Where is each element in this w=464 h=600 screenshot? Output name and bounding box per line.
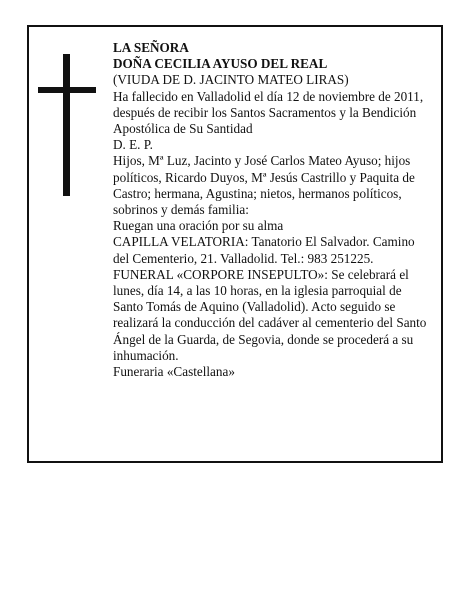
title: LA SEÑORA (113, 40, 189, 55)
funeral-home: Funeraria «Castellana» (113, 364, 235, 380)
funeral-info: FUNERAL «CORPORE INSEPULTO»: Se celebrará el lunes, día 14, a las 10 horas, en la iglesia parroquial de Santo Tomás de Aquino (Valladolid). Acto seguido se realizará la conducción del cadáver al cementerio del Santo Ángel de la Guarda, de Segovia, donde se procederá a su inhumación. (113, 266, 427, 363)
wake-chapel-info: CAPILLA VELATORIA: Tanatorio El Salvador. Camino del Cementerio, 21. Valladolid. Tel.: 983 251225. (113, 234, 415, 266)
cross-horizontal-bar (38, 87, 96, 93)
cross-vertical-bar (63, 54, 70, 196)
prayer-request: Ruegan una oración por su alma (113, 218, 284, 234)
widow-of: (VIUDA DE D. JACINTO MATEO LIRAS) (113, 72, 349, 88)
family-list: Hijos, Mª Luz, Jacinto y José Carlos Mateo Ayuso; hijos políticos, Ricardo Duyos, Mª Jesús Castrillo y Paquita de Castro; hermana, Agustina; nietos, hermanos políticos, sobrinos y demás familia: (113, 153, 415, 218)
deceased-name: DOÑA CECILIA AYUSO DEL REAL (113, 56, 328, 72)
cross-icon (38, 54, 96, 196)
obituary-text (113, 40, 431, 380)
death-announcement: Ha fallecido en Valladolid el día 12 de noviembre de 2011, después de recibir los Santos Sacramentos y la Bendición Apostólica de Su Santidad (113, 88, 424, 137)
rest-in-peace: D. E. P. (113, 137, 153, 153)
